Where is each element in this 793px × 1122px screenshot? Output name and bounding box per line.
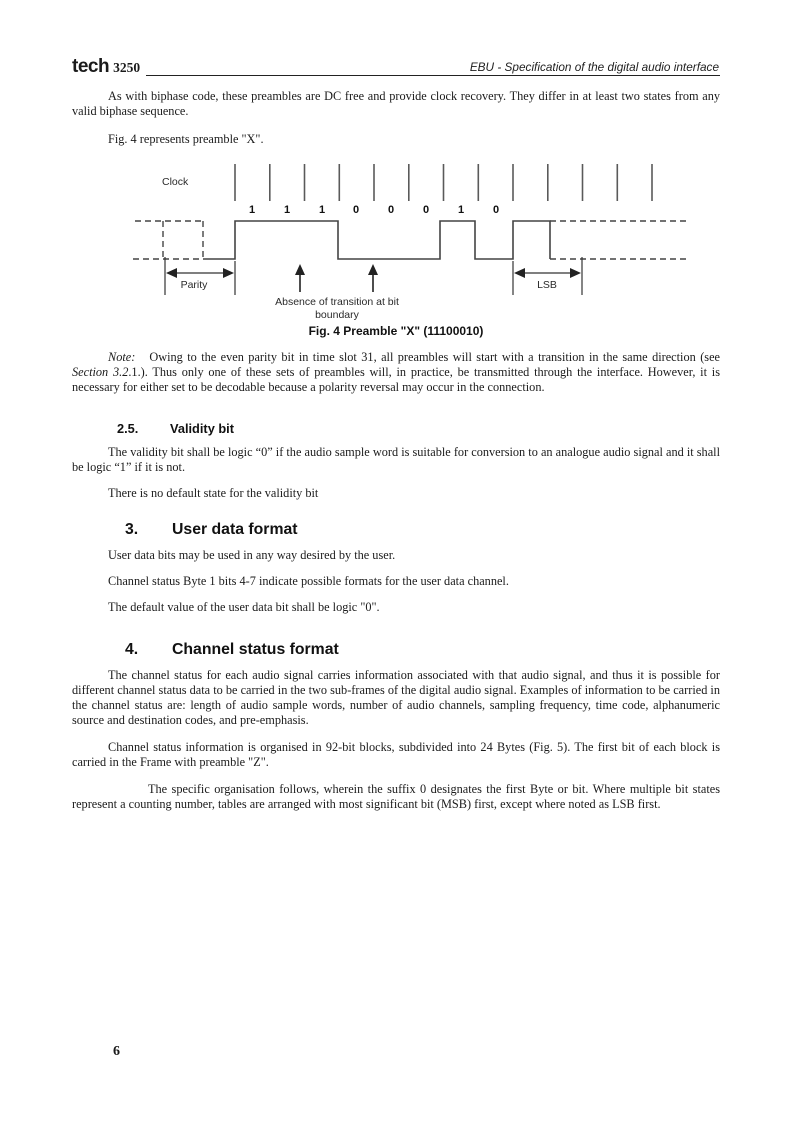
bit-label: 0 — [492, 204, 500, 216]
section-3-paragraph: User data bits may be used in any way desired by the user. — [108, 548, 396, 562]
section-3-paragraph: The default value of the user data bit shall be logic "0". — [108, 600, 380, 614]
bit-label: 0 — [422, 204, 430, 216]
note-text-post: .1.). Thus only one of these sets of preambles will, in practice, be transmitted through the interface. However, it is necessary for either set to be decodable because a polarity reversal may occur in the connection. — [72, 365, 720, 394]
note-paragraph — [72, 350, 720, 395]
section-number: 3. — [125, 521, 139, 538]
parity-label: Parity — [180, 279, 208, 291]
figure-caption: Fig. 4 Preamble "X" (11100010) — [308, 324, 484, 338]
section-2-5-paragraph: The validity bit shall be logic “0” if the audio sample word is suitable for conversion to an analogue audio signal and it shall be logic “1” if it is not. — [72, 445, 720, 474]
figure-reference-paragraph: Fig. 4 represents preamble "X". — [108, 132, 264, 146]
note-text-pre: Owing to the even parity bit in time slot 31, all preambles will start with a transition in the same direction (see — [149, 350, 720, 364]
absence-arrows — [295, 264, 378, 292]
section-2-5-paragraph: There is no default state for the validity bit — [108, 486, 319, 500]
bit-labels — [249, 204, 499, 216]
section-3-paragraph: Channel status Byte 1 bits 4-7 indicate possible formats for the user data channel. — [108, 574, 509, 588]
lsb-label: LSB — [537, 279, 557, 291]
header-rule — [146, 75, 720, 76]
section-4-paragraph: The specific organisation follows, wherein the suffix 0 designates the first Byte or bit. Where multiple bit states represent a counting number, tables are arranged with most significant bit (MSB) first, except where noted as LSB first. — [72, 782, 720, 811]
page-content — [0, 57, 793, 812]
brand-logo: tech — [72, 56, 110, 77]
section-number: 4. — [125, 641, 139, 658]
section-4-paragraph: Channel status information is organised in 92-bit blocks, subdivided into 24 Bytes (Fig. 5). The first bit of each block is carried in the Frame with preamble "Z". — [72, 740, 720, 769]
bit-label: 1 — [457, 204, 465, 216]
section-title: User data format — [172, 521, 298, 538]
section-heading-4 — [72, 641, 720, 659]
preamble-waveform — [203, 221, 550, 259]
note-section-reference: Section 3.2 — [72, 365, 129, 379]
absence-note-line2: boundary — [315, 309, 359, 321]
brand-row — [72, 56, 140, 78]
waveform-dashed-segments — [133, 221, 687, 259]
intro-paragraph: As with biphase code, these preambles are DC free and provide clock recovery. They differ in at least two states from any valid biphase sequence. — [72, 89, 720, 118]
lsb-arrow-left — [514, 268, 525, 278]
section-title: Channel status format — [172, 641, 339, 658]
preamble-x-figure — [120, 152, 720, 322]
section-title: Validity bit — [170, 421, 234, 436]
page-header — [72, 57, 720, 79]
section-heading-3 — [72, 521, 720, 539]
clock-label: Clock — [162, 176, 189, 188]
section-4-paragraph: The channel status for each audio signal carries information associated with that audio signal, and thus it is possible for different channel status data to be carried in the two sub-frames of the digital audio signal. Examples of information to be carried in the channel status are: length of audio sample words, number of audio channels, sampling frequency, time code, alphanumeric source and destination codes, and pre-emphasis. — [72, 668, 720, 727]
section-heading-2-5 — [72, 421, 720, 436]
absence-note-line1: Absence of transition at bit — [275, 296, 399, 308]
section-number: 2.5. — [117, 421, 139, 436]
bit-label: 0 — [387, 204, 395, 216]
bit-label: 1 — [283, 204, 291, 216]
lsb-arrow-right — [570, 268, 581, 278]
bit-label: 0 — [352, 204, 360, 216]
parity-arrow-right — [223, 268, 234, 278]
parity-arrow-left — [166, 268, 177, 278]
header-title: EBU - Specification of the digital audio interface — [469, 60, 719, 74]
bit-label: 1 — [318, 204, 326, 216]
bit-label: 1 — [248, 204, 256, 216]
note-label: Note: — [108, 350, 136, 364]
clock-ticks — [235, 164, 652, 201]
page-number: 6 — [113, 1044, 120, 1059]
document-number: 3250 — [113, 60, 141, 75]
